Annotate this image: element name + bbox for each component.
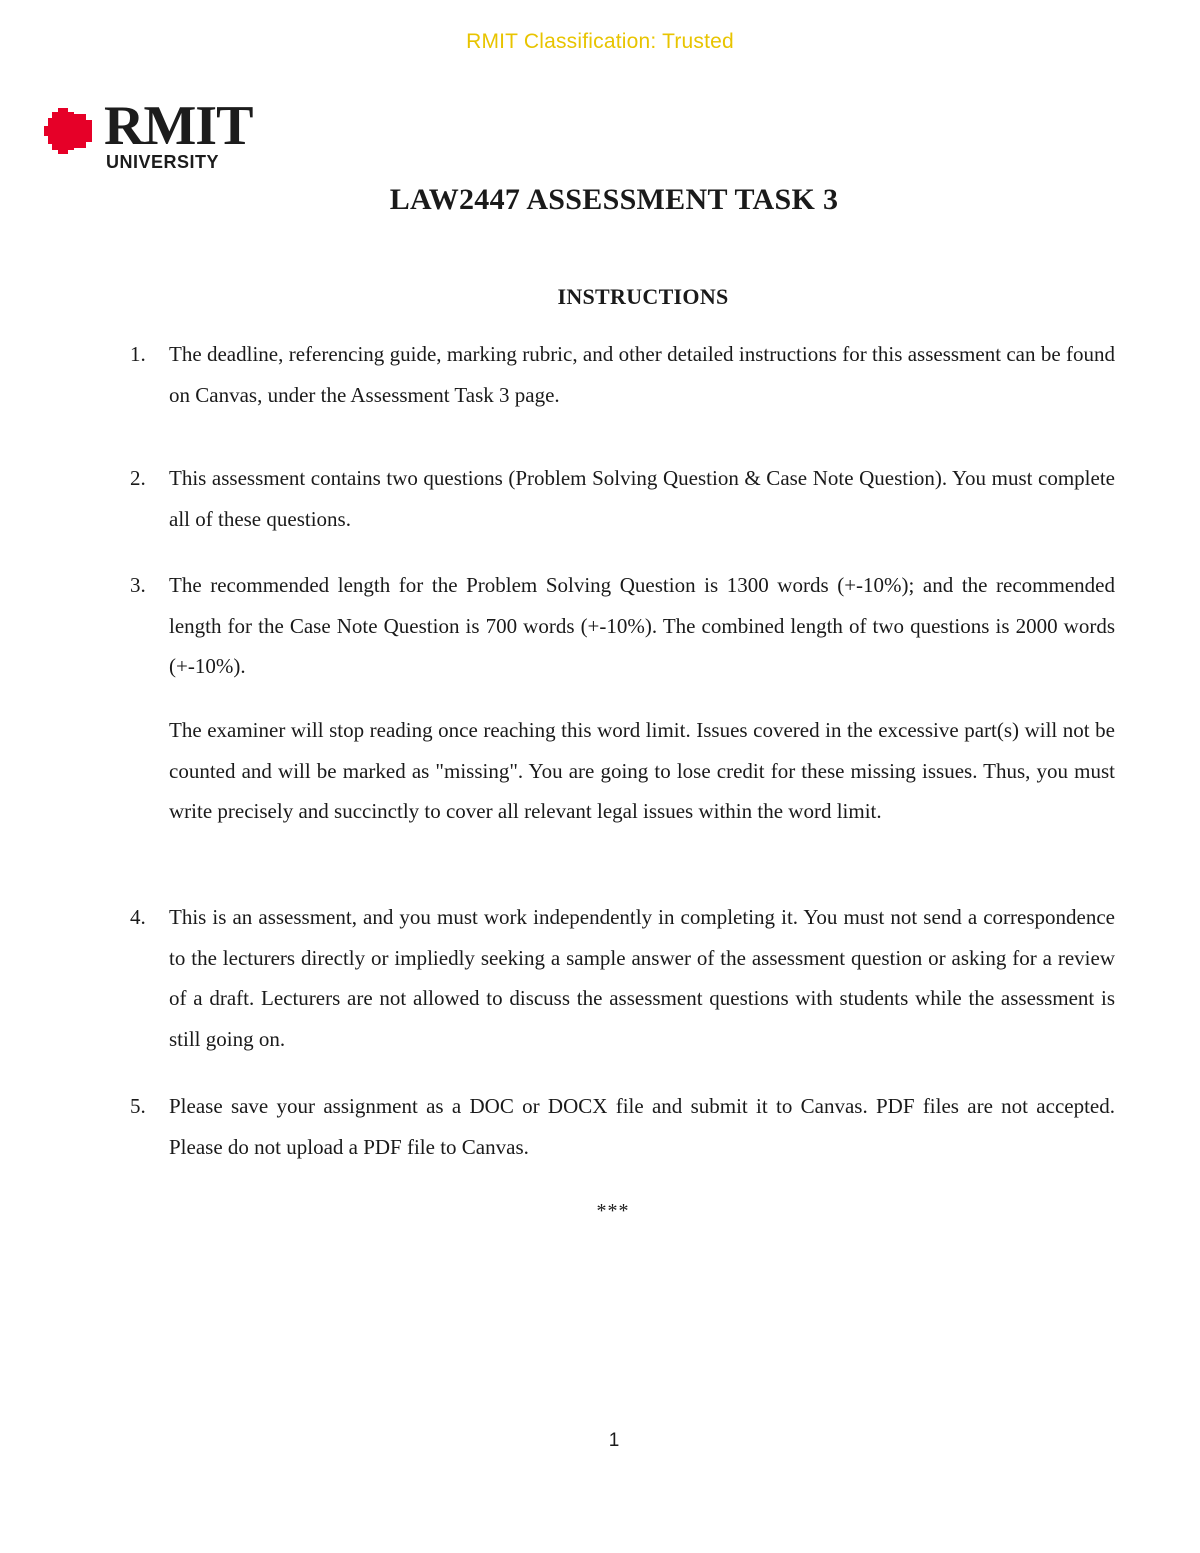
document-title: LAW2447 ASSESSMENT TASK 3 <box>389 183 839 216</box>
item-text: Please save your assignment as a DOC or DOCX file and submit it to Canvas. PDF files are not accepted. Please do not upload a PDF file to Canvas. <box>169 1094 1115 1159</box>
rmit-logo <box>44 95 254 178</box>
item-text: This assessment contains two questions (Problem Solving Question & Case Note Question). You must complete all of these questions. <box>169 466 1115 531</box>
separator: *** <box>596 1200 630 1222</box>
rmit-pixel-logo-icon <box>44 108 100 154</box>
item-number: 1. <box>130 342 146 366</box>
item-text: This is an assessment, and you must work independently in completing it. You must not send a correspondence to the lecturers directly or impliedly seeking a sample answer of the assessment question or asking for a review of a draft. Lecturers are not allowed to discuss the assessment questions with students while the assessment is still going on. <box>169 905 1115 1051</box>
logo-subtitle: UNIVERSITY <box>106 152 220 172</box>
item-number: 5. <box>130 1094 146 1118</box>
item-number: 3. <box>130 573 146 597</box>
instructions-heading: INSTRUCTIONS <box>557 284 729 309</box>
classification-label: RMIT Classification: Trusted <box>466 30 734 53</box>
logo-wordmark: RMIT <box>104 95 253 157</box>
item-number: 4. <box>130 905 146 929</box>
item-number: 2. <box>130 466 146 490</box>
page-number: 1 <box>608 1430 620 1451</box>
item-text: The recommended length for the Problem Solving Question is 1300 words (+-10%); and the recommended length for the Case Note Question is 700 words (+-10%). The combined length of two questions is 2000 words (+-10%). <box>169 573 1115 678</box>
item-text: The deadline, referencing guide, marking rubric, and other detailed instructions for this assessment can be found on Canvas, under the Assessment Task 3 page. <box>169 342 1115 407</box>
item-extra-text: The examiner will stop reading once reaching this word limit. Issues covered in the excessive part(s) will not be counted and will be marked as "missing". You are going to lose credit for these missing issues. Thus, you must write precisely and succinctly to cover all relevant legal issues within the word limit. <box>169 718 1115 823</box>
